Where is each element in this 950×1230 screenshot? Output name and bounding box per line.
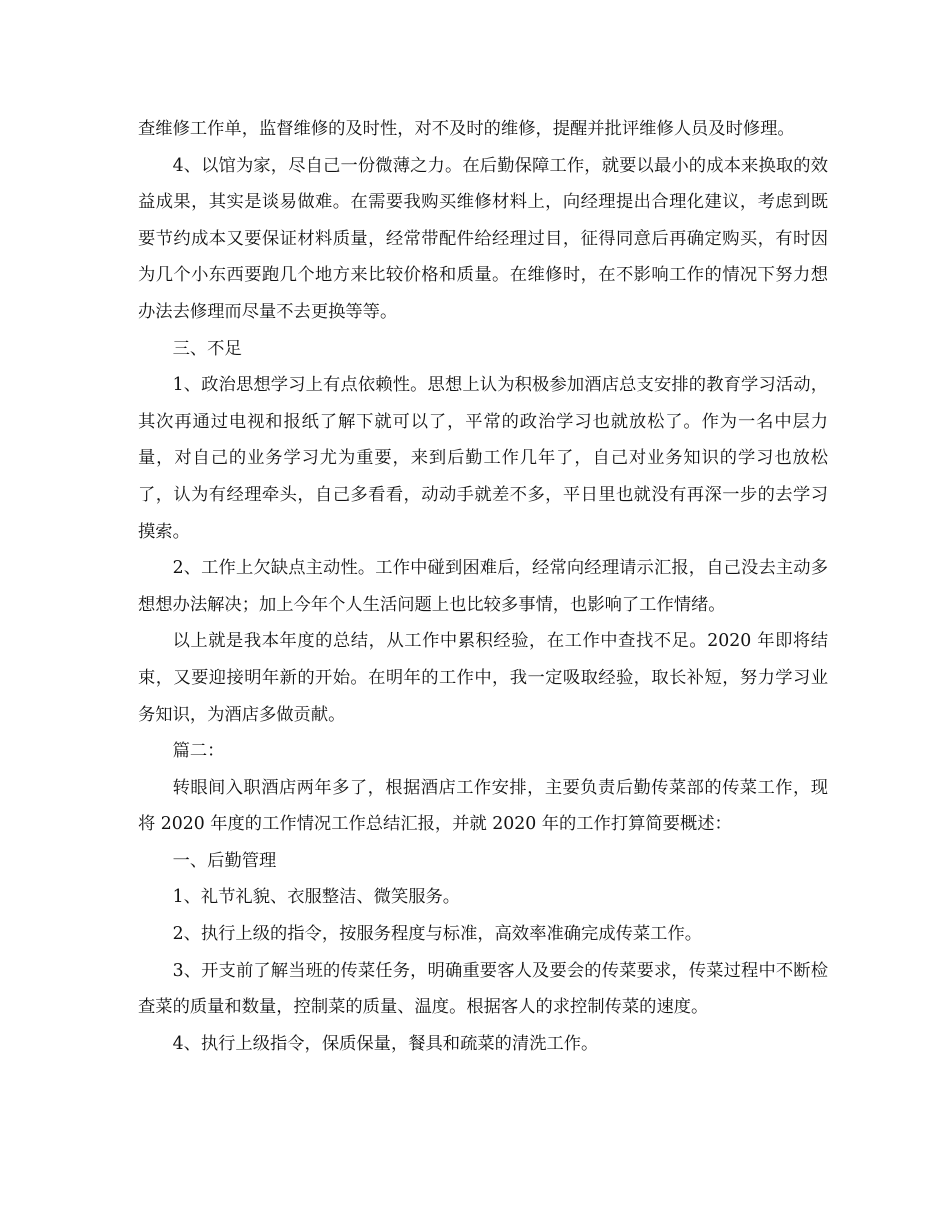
document-body bbox=[138, 111, 828, 1062]
paragraph-intro: 转眼间入职酒店两年多了，根据酒店工作安排，主要负责后勤传菜部的传菜工作，现将 2020 年度的工作情况工作总结汇报，并就 2020 年的工作打算简要概述： bbox=[138, 777, 828, 835]
section-heading-shortcomings: 三、不足 bbox=[172, 338, 242, 359]
paragraph-shortcoming-2: 2、工作上欠缺点主动性。工作中碰到困难后，经常向经理请示汇报，自己没去主动多想想办法解决；加上今年个人生活问题上也比较多事情，也影响了工作情绪。 bbox=[138, 558, 828, 615]
paragraph-continuation: 查维修工作单，监督维修的及时性，对不及时的维修，提醒并批评维修人员及时修理。 bbox=[138, 119, 795, 139]
paragraph-conclusion: 以上就是我本年度的总结，从工作中累积经验，在工作中查找不足。2020 年即将结束，又要迎接明年新的开始。在明年的工作中，我一定吸取经验，取长补短，努力学习业务知识，为酒店多做贡献。 bbox=[138, 631, 828, 725]
list-item: 3、开支前了解当班的传菜任务，明确重要客人及要会的传菜要求，传菜过程中不断检查菜的质量和数量，控制菜的质量、温度。根据客人的求控制传菜的速度。 bbox=[138, 960, 828, 1018]
section-heading-logistics: 一、后勤管理 bbox=[172, 850, 277, 871]
paragraph-shortcoming-1: 1、政治思想学习上有点依赖性。思想上认为积极参加酒店总支安排的教育学习活动，其次再通过电视和报纸了解下就可以了，平常的政治学习也就放松了。作为一名中层力量，对自己的业务学习尤为重要，来到后勤工作几年了，自己对业务知识的学习也放松了，认为有经理牵头，自己多看看，动动手就差不多，平日里也就没有再深一步的去学习摸索。 bbox=[138, 375, 828, 542]
section-heading-part-two: 篇二： bbox=[172, 741, 225, 762]
list-item: 1、礼节礼貌、衣服整洁、微笑服务。 bbox=[172, 887, 461, 908]
paragraph-item-4: 4、以馆为家，尽自己一份微薄之力。在后勤保障工作，就要以最小的成本来换取的效益成果，其实是谈易做难。在需要我购买维修材料上，向经理提出合理化建议，考虑到既要节约成本又要保证材料质量，经常带配件给经理过目，征得同意后再确定购买，有时因为几个小东西要跑几个地方来比较价格和质量。在维修时，在不影响工作的情况下努力想办法去修理而尽量不去更换等等。 bbox=[138, 155, 828, 322]
list-item: 4、执行上级指令，保质保量，餐具和疏菜的清洗工作。 bbox=[172, 1033, 599, 1054]
list-item: 2、执行上级的指令，按服务程度与标准，高效率准确完成传菜工作。 bbox=[172, 924, 703, 945]
